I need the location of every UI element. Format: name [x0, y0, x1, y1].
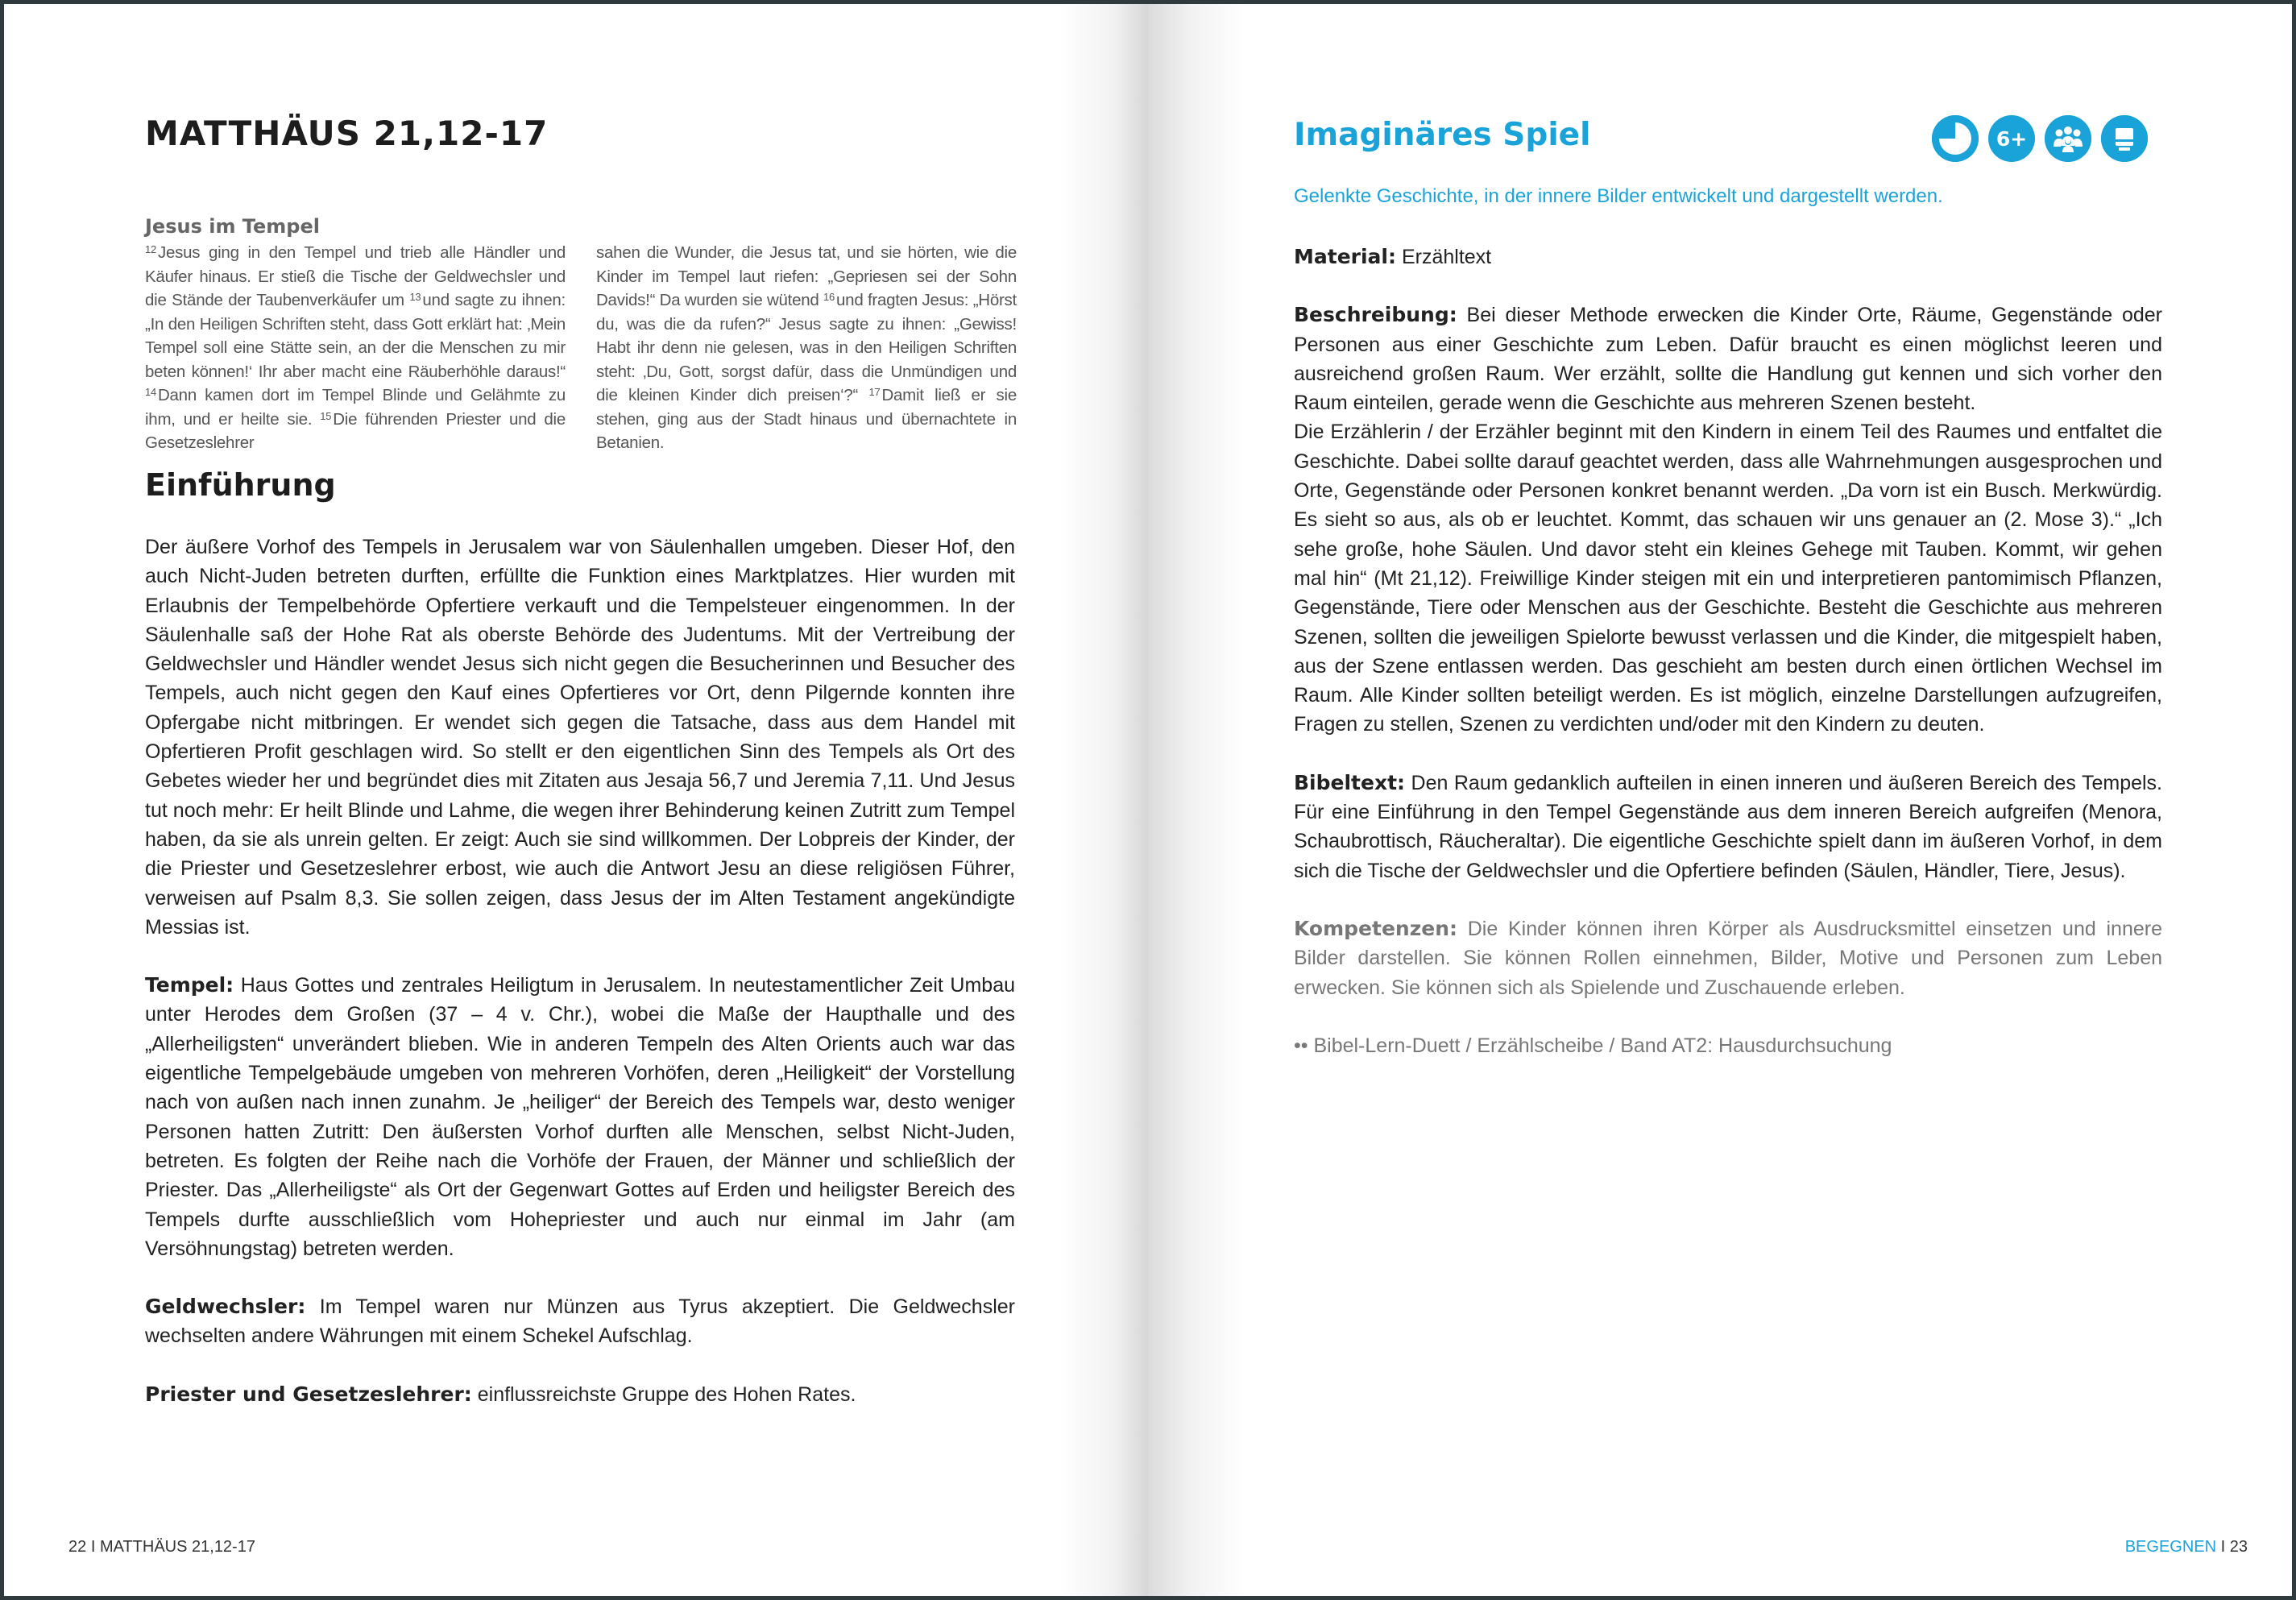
method-icons [1932, 115, 2148, 162]
left-page [4, 4, 1148, 1596]
clock-quarter-icon [1932, 115, 1979, 162]
section-label: Kompetenzen: [1294, 916, 1458, 940]
beschreibung-section [1294, 301, 2162, 417]
intro-paragraph: Der äußere Vorhof des Tempels in Jerusalem war von Säulenhallen umgeben. Dieser Hof, den auch Nicht-Juden betreten durften, erfüllte die Funktion eines Marktplatzes. Hier wurden mit Erlaubnis der Tempelbehörde Opfertiere verkauft und die Tempelsteuer eingenommen. In der Säulenhalle saß der Hohe Rat als oberste Behörde des Judentums. Mit der Vertreibung der Geldwechsler und Händler wendet Jesus sich nicht gegen die Besucherinnen und Besucher des Tempels, auch nicht gegen den Kauf eines Opfertieres vor Ort, denn Pilgernde konnten ihre Opfergabe nicht mitbringen. Er wendet sich gegen die Tatsache, dass aus dem Handel mit Opfertieren Profit geschlagen wird. So stellt er den eigentlichen Sinn des Tempels als Ort des Gebetes wieder her und begründet dies mit Zitaten aus Jesaja 56,7 und Jeremia 7,11. Und Jesus tut noch mehr: Er heilt Blinde und Lahme, die wegen ihrer Behinderung keinen Zutritt zum Tempel haben, da sie als unrein gelten. Er zeigt: Auch sie sind willkommen. Der Lobpreis der Kinder, der die Priester und Gesetzeslehrer erbost, wie auch die Antwort Jesu an diese religiösen Führer, verweisen auf Psalm 8,3. Sie sollen zeigen, dass Jesus der im Alten Testament angekündigte Messias ist. [145, 536, 1015, 939]
verse-number: 17 [868, 386, 881, 398]
gutter-shadow [1148, 4, 1245, 1596]
glossary-priester [145, 1380, 1015, 1409]
verse-text: Damit ließ er sie stehen, ging aus der Stadt hinaus und übernachtete in Betanien. [596, 386, 1017, 452]
glossary-term: Tempel: [145, 973, 234, 997]
glossary-geldwechsler [145, 1292, 1015, 1351]
section-text: Die Kinder können ihren Körper als Ausdrucksmittel einsetzen und innere Bilder darstellen. Sie können Rollen einnehmen, Bilder, Motive und Personen zum Leben erwecken. Sie können sich als Spielende und Zuschauende erleben. [1294, 917, 2162, 999]
page-number: 22 [68, 1538, 87, 1556]
group-icon [2045, 115, 2091, 162]
method-subtitle: Gelenkte Geschichte, in der innere Bilder entwickelt und dargestellt werden. [1294, 185, 1943, 207]
book-spread [4, 4, 2292, 1596]
verse-number: 12 [145, 243, 156, 255]
verse-text: und fragten Jesus: „Hörst du, was die da rufen?“ Jesus sagte zu ihnen: „Gewiss! Habt ihr denn nie gelesen, was in den Heiligen Schriften steht: ‚Du, Gott, sorgst dafür, dass die Unmündigen und die kleinen Kinder dich preisen‘?“ [596, 291, 1017, 404]
section-title: Einführung [145, 467, 336, 503]
kompetenzen-section [1294, 914, 2162, 1002]
gutter-shadow [1059, 4, 1148, 1596]
verse-number: 16 [823, 291, 835, 303]
age-badge-icon: 6+ [1988, 115, 2035, 162]
section-text: Erzähltext [1401, 246, 1492, 268]
glossary-tempel [145, 971, 1015, 1263]
glossary-term: Geldwechsler: [145, 1295, 306, 1319]
room-icon [2101, 115, 2148, 162]
section-label: Bibeltext: [1294, 770, 1406, 794]
glossary-definition: Haus Gottes und zentrales Heiligtum in Jerusalem. In neutestamentlicher Zeit Umbau unter Herodes dem Großen (37 – 4 v. Chr.), wobei die Maße der Haupthalle und des „Allerheiligsten“ unverändert blieben. Wie in anderen Tempeln des Alten Orients auch war das eigentliche Tempelgebäude umgeben von mehreren Vorhöfen, deren „Heiligkeit“ der Vorstellung nach von außen nach innen zunahm. Je „heiliger“ der Bereich des Tempels war, desto weniger Personen hatten Zutritt: Den äußersten Vorhof durften alle Menschen, selbst Nicht-Juden, betreten. Es folgten der Reihe nach die Vorhöfe der Frauen, der Männer und schließlich der Priester. Das „Allerheiligste“ als Ort der Gegenwart Gottes auf Erden und heiligster Bereich des Tempels durfte ausschließlich vom Hohepriester und auch nur einmal im Jahr (am Versöhnungstag) betreten werden. [145, 974, 1015, 1260]
page-number: 23 [2229, 1538, 2248, 1556]
see-also-links: Bibel-Lern-Duett / Erzählscheibe / Band AT2: Hausdurchsuchung [1313, 1034, 1892, 1057]
bible-column-2 [596, 241, 1017, 455]
see-also [1294, 1031, 2162, 1060]
material-section [1294, 242, 2162, 272]
footer-separator: I [90, 1538, 96, 1556]
verse-number: 14 [145, 386, 156, 398]
page-footer [2125, 1538, 2248, 1556]
glossary-definition: einflussreichste Gruppe des Hohen Rates. [477, 1382, 856, 1406]
glossary-term: Priester und Gesetzeslehrer: [145, 1382, 472, 1406]
footer-separator: I [2220, 1538, 2226, 1556]
bible-heading: Jesus im Tempel [145, 215, 320, 238]
section-label: Material: [1294, 245, 1396, 268]
bible-passage [145, 215, 1019, 455]
method-title: Imaginäres Spiel [1294, 117, 1591, 153]
bibeltext-section [1294, 769, 2162, 885]
page-footer [68, 1538, 255, 1556]
verse-text: sahen die Wunder, die Jesus tat, und sie hörten, wie die Kinder im Tempel laut riefen: „Gepriesen sei der Sohn Davids!“ Da wurden sie wütend [596, 243, 1017, 309]
right-page [1148, 4, 2292, 1596]
page-title: MATTHÄUS 21,12-17 [145, 114, 549, 153]
glossary-definition: Im Tempel waren nur Münzen aus Tyrus akzeptiert. Die Geldwechsler wechselten andere Währungen mit einem Schekel Aufschlag. [145, 1295, 1015, 1348]
verse-number: 15 [320, 409, 332, 422]
bible-column-1 [145, 241, 566, 455]
section-label: Beschreibung: [1294, 303, 1457, 327]
verse-text: und sagte zu ihnen: „In den Heiligen Schriften steht, dass Gott erklärt hat: ‚Mein Tempel soll eine Stätte sein, an der die Menschen zu mir beten können!‘ Ihr aber macht eine Räuberhöhle daraus!“ [145, 291, 566, 381]
verse-text: Die führenden Priester und die Gesetzeslehrer [145, 409, 566, 452]
intro-body [145, 533, 1015, 1438]
section-text: Bei dieser Methode erwecken die Kinder Orte, Räume, Gegenstände oder Personen aus einer Geschichte zum Leben. Dafür braucht es einen möglichst leeren und ausreichend großen Raum. Wer erzählt, sollte die Handlung gut kennen und sich vorher den Raum einteilen, gerade wenn die Geschichte aus mehreren Szenen besteht. [1294, 304, 2162, 415]
bullet-icon: •• [1294, 1034, 1308, 1057]
method-body [1294, 242, 2162, 1089]
verse-text: Dann kamen dort im Tempel Blinde und Gelähmte zu ihm, und er heilte sie. [145, 386, 566, 429]
beschreibung-continued: Die Erzählerin / der Erzähler beginnt mit den Kindern in einem Teil des Raumes und entfaltet die Geschichte. Dabei sollte darauf geachtet werden, dass alle Wahrnehmungen ausgesprochen und Orte, Gegenstände oder Personen konkret benannt werden. „Da vorn ist ein Busch. Merkwürdig. Es sieht so aus, als ob er leuchtet. Kommt, das schauen wir uns genauer an (2. Mose 3).“ „Ich sehe große, hohe Säulen. Und davor steht ein kleines Gehege mit Tauben. Kommt, wir gehen mal hin“ (Mt 21,12). Freiwillige Kinder steigen mit ein und interpretieren pantomimisch Pflanzen, Gegenstände, Tiere oder Menschen aus der Geschichte. Besteht die Geschichte aus mehreren Szenen, sollten die jeweiligen Spielorte bewusst verlassen und die Kinder, die mitgespielt haben, aus der Szene entlassen werden. Das geschieht am besten durch einen örtlichen Wechsel im Raum. Alle Kinder sollten beteiligt werden. Es ist möglich, einzelne Darstellungen aufzugreifen, Fragen zu stellen, Szenen zu verdichten und/oder mit den Kindern zu deuten. [1294, 421, 2162, 736]
verse-text: Jesus ging in den Tempel und trieb alle Händler und Käufer hinaus. Er stieß die Tische der Geldwechsler und die Stände der Taubenverkäufer um [145, 243, 566, 309]
footer-label: BEGEGNEN [2124, 1538, 2217, 1556]
verse-number: 13 [409, 291, 421, 303]
section-text: Den Raum gedanklich aufteilen in einen inneren und äußeren Bereich des Tempels. Für eine Einführung in den Tempel Gegenstände aus dem inneren Bereich aufgreifen (Menora, Schaubrottisch, Räucheraltar). Die eigentliche Geschichte spielt dann im äußeren Vorhof, in dem sich die Tische der Geldwechsler und die Opfertiere befinden (Säulen, Händler, Tiere, Jesus). [1294, 771, 2163, 882]
footer-label: MATTHÄUS 21,12-17 [99, 1538, 255, 1556]
